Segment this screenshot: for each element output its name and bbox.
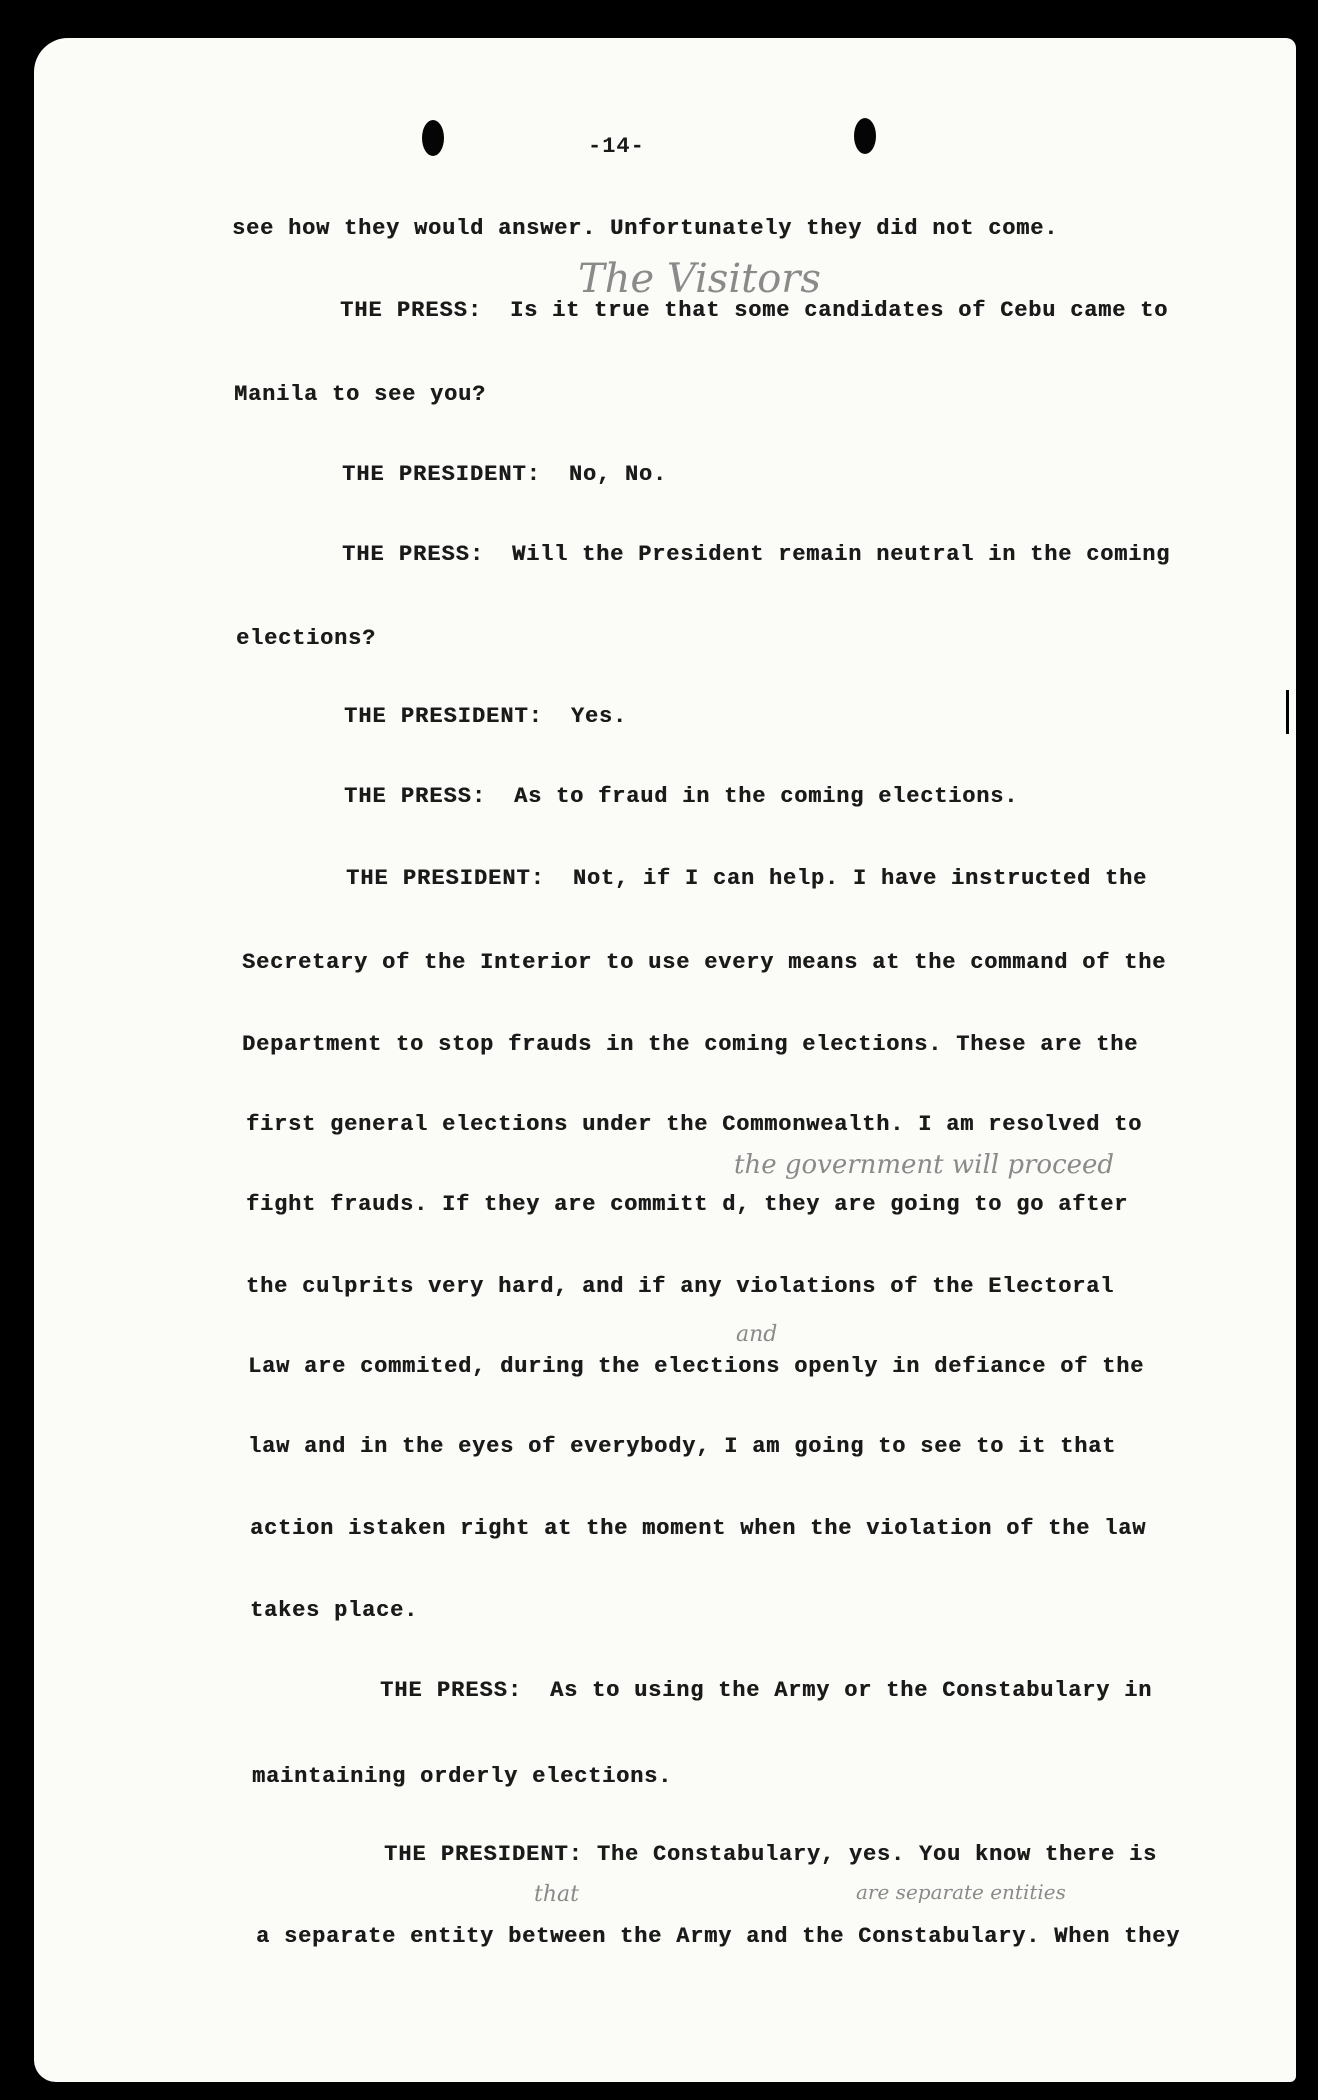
text-line: Secretary of the Interior to use every means at the command of the <box>242 950 1167 975</box>
handwritten-annotation: that <box>534 1882 579 1907</box>
text-line: the culprits very hard, and if any violations of the Electoral <box>246 1274 1115 1299</box>
speaker-label: THE PRESIDENT: <box>344 704 543 729</box>
dialogue-line <box>342 542 1170 567</box>
punch-hole-right <box>854 118 876 154</box>
text-line: As to fraud in the coming elections. <box>514 784 1019 809</box>
text-line: maintaining orderly elections. <box>252 1764 673 1789</box>
text-line: Not, if I can help. I have instructed the <box>572 866 1147 891</box>
text-line: No, No. <box>568 462 667 487</box>
speaker-label: THE PRESS: <box>380 1678 523 1703</box>
text-line: law and in the eyes of everybody, I am going to see to it that <box>248 1434 1117 1459</box>
punch-hole-left <box>422 120 444 156</box>
text-line: As to using the Army or the Constabulary in <box>550 1678 1153 1703</box>
text-line: fight frauds. If they are committ d, they are going to go after <box>246 1192 1129 1217</box>
dialogue-line <box>342 462 667 487</box>
text-line: Will the President remain neutral in the coming <box>512 542 1171 567</box>
speaker-label: THE PRESIDENT: <box>384 1842 583 1867</box>
handwritten-annotation: The Visitors <box>578 256 821 302</box>
speaker-label: THE PRESIDENT: <box>346 866 545 891</box>
text-line: action istaken right at the moment when the violation of the law <box>250 1516 1147 1541</box>
dialogue-line <box>384 1842 1157 1867</box>
text-line: Yes. <box>570 704 627 729</box>
text-line: elections? <box>236 626 377 651</box>
speaker-label: THE PRESS: <box>340 298 483 323</box>
text-line: Law are commited, during the elections openly in defiance of the <box>248 1354 1145 1379</box>
handwritten-annotation: and <box>736 1322 778 1347</box>
dialogue-line <box>344 704 627 729</box>
text-line: first general elections under the Commonwealth. I am resolved to <box>246 1112 1143 1137</box>
speaker-label: THE PRESS: <box>342 542 485 567</box>
speaker-label: THE PRESS: <box>344 784 487 809</box>
page-number: -14- <box>588 134 645 159</box>
text-line: see how they would answer. Unfortunately they did not come. <box>232 216 1059 241</box>
text-line: Manila to see you? <box>234 382 487 407</box>
handwritten-annotation: the government will proceed <box>734 1150 1115 1180</box>
edge-mark <box>1286 690 1289 734</box>
text-line: a separate entity between the Army and the Constabulary. When they <box>256 1924 1181 1949</box>
dialogue-line <box>340 298 1168 323</box>
speaker-label: THE PRESIDENT: <box>342 462 541 487</box>
handwritten-annotation: are separate entities <box>856 1880 1066 1904</box>
dialogue-line <box>346 866 1147 891</box>
dialogue-line <box>344 784 1018 809</box>
text-line: Is it true that some candidates of Cebu came to <box>510 298 1169 323</box>
text-line: Department to stop frauds in the coming elections. These are the <box>242 1032 1139 1057</box>
text-line: The Constabulary, yes. You know there is <box>596 1842 1157 1867</box>
dialogue-line <box>380 1678 1152 1703</box>
text-line: takes place. <box>250 1598 419 1623</box>
